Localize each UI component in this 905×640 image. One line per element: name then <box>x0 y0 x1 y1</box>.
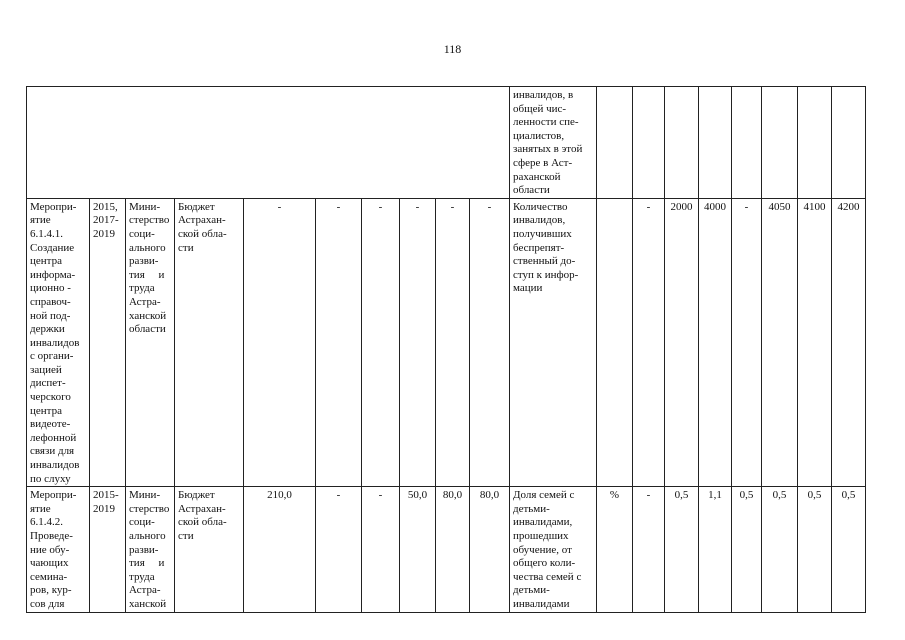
executor-cell <box>126 487 175 612</box>
value-cell-1: - <box>633 198 665 486</box>
source-cell <box>175 198 244 486</box>
value-cell-4: - <box>732 198 762 486</box>
cell-line: области <box>513 184 550 197</box>
value-cell-7: 4200 <box>832 198 866 486</box>
value-cell-2 <box>665 87 699 199</box>
empty-merged-cell <box>27 87 510 199</box>
cell-line: ров, кур- <box>30 584 72 597</box>
cell-line: Проведе- <box>30 530 73 542</box>
cell-line: чающих <box>30 557 69 570</box>
cell-line: сфере в Аст- <box>513 156 573 169</box>
funding-cell-2: - <box>316 198 362 486</box>
cell-line: ленности спе- <box>513 116 579 129</box>
cell-line: Создание <box>30 241 75 254</box>
funding-cell-4: 50,0 <box>400 487 436 612</box>
cell-line: ханской <box>129 309 167 322</box>
cell-line: сов для <box>30 597 65 610</box>
years-cell <box>90 487 126 612</box>
cell-line: справоч- <box>30 295 71 308</box>
funding-cell-6: - <box>470 198 510 486</box>
cell-line: сти <box>178 241 194 254</box>
cell-line: инвалидов <box>30 336 80 349</box>
value-cell-4: 0,5 <box>732 487 762 612</box>
table-row-activity-6-1-4-1 <box>27 198 866 486</box>
cell-line: ной под- <box>30 309 71 322</box>
cell-line: ального <box>129 530 166 542</box>
value-cell-6 <box>798 87 832 199</box>
indicator-cell <box>510 87 597 199</box>
activity-cell <box>27 487 90 612</box>
cell-line: Астрахан- <box>178 502 226 515</box>
cell-line: соци- <box>129 227 155 240</box>
cell-line: детьми- <box>513 502 550 515</box>
cell-line: лефонной <box>30 431 77 444</box>
cell-line: ние обу- <box>30 543 70 556</box>
cell-line: 2015, <box>93 200 118 213</box>
funding-cell-1: - <box>244 198 316 486</box>
funding-cell-5: 80,0 <box>436 487 470 612</box>
source-cell <box>175 487 244 612</box>
cell-line: стерство <box>129 502 170 515</box>
indicator-cell <box>510 487 597 612</box>
funding-cell-1: 210,0 <box>244 487 316 612</box>
cell-line: информа- <box>30 268 76 281</box>
cell-line: мации <box>513 282 543 295</box>
funding-cell-6: 80,0 <box>470 487 510 612</box>
table-row-continuation <box>27 87 866 199</box>
cell-line: 2019 <box>93 502 115 515</box>
cell-line: Меропри- <box>30 200 77 213</box>
funding-cell-5: - <box>436 198 470 486</box>
value-cell-6: 4100 <box>798 198 832 486</box>
cell-line: ционно - <box>30 282 71 295</box>
cell-line: ской обла- <box>178 227 227 240</box>
cell-line: 2017- <box>93 214 119 227</box>
cell-line: ального <box>129 241 166 254</box>
cell-line: беспрепят- <box>513 241 565 254</box>
cell-line: ступ к инфор- <box>513 268 579 281</box>
cell-line: чества семей с <box>513 570 582 583</box>
cell-line: ятие <box>30 214 51 227</box>
cell-line: инвалидов <box>30 459 80 472</box>
cell-line: общей чис- <box>513 102 567 115</box>
value-cell-4 <box>732 87 762 199</box>
cell-line: 2015- <box>93 489 119 502</box>
cell-line: инвалидов, в <box>513 89 574 101</box>
funding-cell-4: - <box>400 198 436 486</box>
cell-line: Мини- <box>129 489 161 502</box>
value-cell-7: 0,5 <box>832 487 866 612</box>
program-table <box>26 86 866 613</box>
funding-cell-2: - <box>316 487 362 612</box>
cell-line: труда <box>129 570 155 583</box>
cell-line: держки <box>30 323 65 336</box>
cell-line: диспет- <box>30 377 66 390</box>
cell-line: ятие <box>30 502 51 515</box>
value-cell-3 <box>699 87 732 199</box>
cell-line: сти <box>178 530 194 542</box>
cell-line: прошедших <box>513 530 569 542</box>
cell-line: видеоте- <box>30 418 71 431</box>
cell-line: обучение, от <box>513 543 572 556</box>
page-number: 118 <box>443 42 462 56</box>
value-cell-2: 0,5 <box>665 487 699 612</box>
executor-cell <box>126 198 175 486</box>
cell-line: 6.1.4.2. <box>30 516 63 529</box>
cell-line: стерство <box>129 214 170 227</box>
value-cell-5: 0,5 <box>762 487 798 612</box>
cell-line: тия и <box>129 268 165 281</box>
cell-line: черского <box>30 391 71 404</box>
cell-line: Астра- <box>129 295 161 308</box>
cell-line: области <box>129 323 166 336</box>
cell-line: тия и <box>129 557 165 570</box>
unit-cell <box>597 87 633 199</box>
years-cell <box>90 198 126 486</box>
value-cell-7 <box>832 87 866 199</box>
cell-line: центра <box>30 404 62 417</box>
value-cell-6: 0,5 <box>798 487 832 612</box>
cell-line: Бюджет <box>178 200 215 213</box>
cell-line: детьми- <box>513 584 550 597</box>
indicator-cell <box>510 198 597 486</box>
cell-line: общего коли- <box>513 557 576 570</box>
value-cell-2: 2000 <box>665 198 699 486</box>
cell-line: по слуху <box>30 472 71 485</box>
cell-line: инвалидов, <box>513 214 566 227</box>
cell-line: разви- <box>129 543 159 556</box>
cell-line: соци- <box>129 516 155 529</box>
cell-line: труда <box>129 282 155 295</box>
cell-line: ханской <box>129 597 167 610</box>
value-cell-5: 4050 <box>762 198 798 486</box>
cell-line: 6.1.4.1. <box>30 227 63 240</box>
activity-cell <box>27 198 90 486</box>
cell-line: инвалидами, <box>513 516 573 529</box>
cell-line: Количество <box>513 200 568 213</box>
cell-line: центра <box>30 255 62 268</box>
cell-line: Астра- <box>129 584 161 597</box>
value-cell-1 <box>633 87 665 199</box>
value-cell-3: 4000 <box>699 198 732 486</box>
cell-line: Астрахан- <box>178 214 226 227</box>
value-cell-5 <box>762 87 798 199</box>
cell-line: циалистов, <box>513 129 565 142</box>
funding-cell-3: - <box>362 198 400 486</box>
value-cell-1: - <box>633 487 665 612</box>
cell-line: Бюджет <box>178 489 215 502</box>
cell-line: ственный до- <box>513 255 576 268</box>
cell-line: занятых в этой <box>513 143 583 156</box>
cell-line: с органи- <box>30 350 74 363</box>
unit-cell <box>597 198 633 486</box>
value-cell-3: 1,1 <box>699 487 732 612</box>
table-row-activity-6-1-4-2 <box>27 487 866 612</box>
cell-line: связи для <box>30 445 75 458</box>
funding-cell-3: - <box>362 487 400 612</box>
cell-line: Доля семей с <box>513 489 575 502</box>
cell-line: Мини- <box>129 200 161 213</box>
cell-line: семина- <box>30 570 68 583</box>
cell-line: разви- <box>129 255 159 268</box>
cell-line: получивших <box>513 227 572 240</box>
cell-line: зацией <box>30 363 62 376</box>
cell-line: Меропри- <box>30 489 77 502</box>
cell-line: инвалидами <box>513 597 570 610</box>
cell-line: ской обла- <box>178 516 227 529</box>
cell-line: раханской <box>513 170 561 183</box>
cell-line: 2019 <box>93 227 115 240</box>
unit-cell: % <box>597 487 633 612</box>
